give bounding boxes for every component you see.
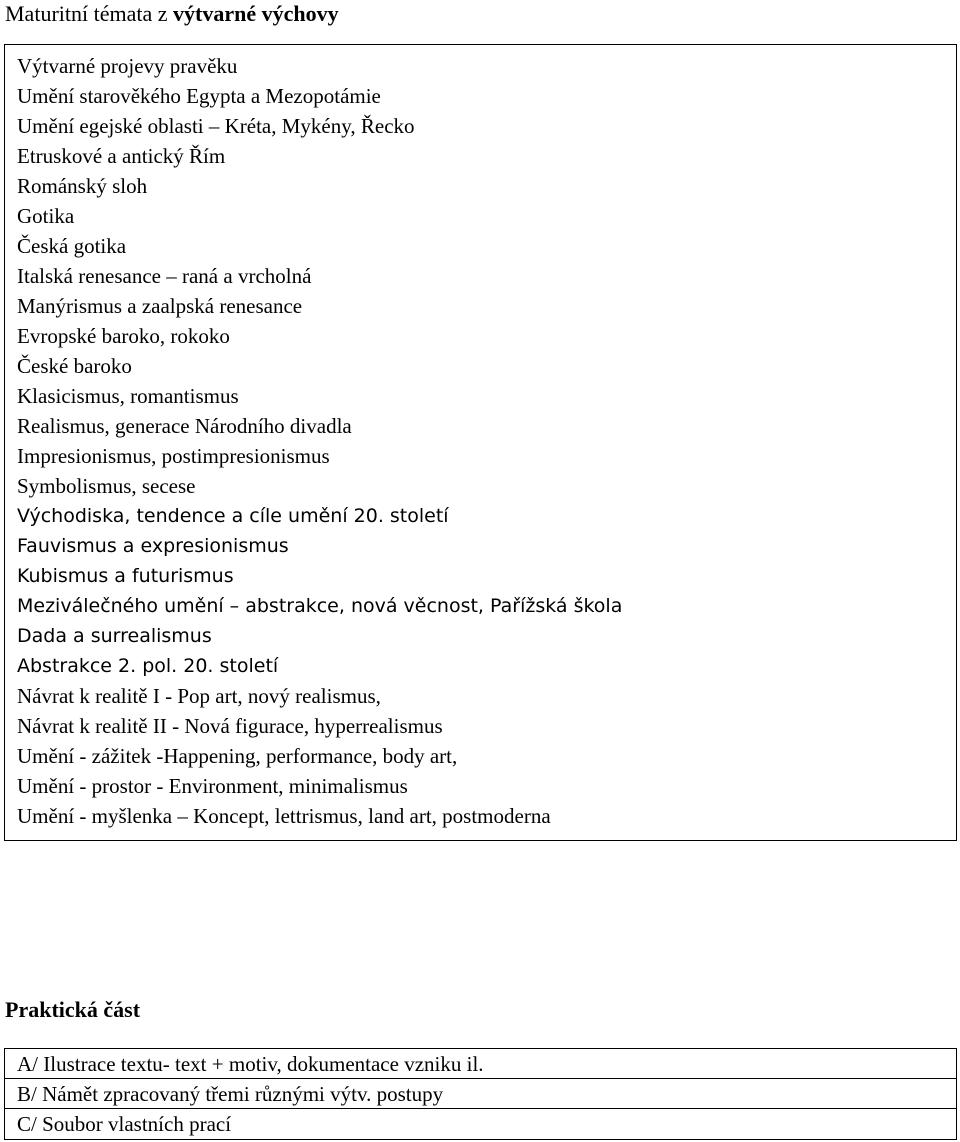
topic-item: Fauvismus a expresionismus bbox=[17, 535, 289, 557]
topic-item: Umění - prostor - Environment, minimalismus bbox=[17, 774, 408, 798]
topic-item: Návrat k realitě I - Pop art, nový realismus, bbox=[17, 684, 381, 708]
page-title-subject: výtvarné výchovy bbox=[173, 1, 339, 26]
practical-heading: Praktická část bbox=[5, 997, 141, 1022]
topic-item: Umění egejské oblasti – Kréta, Mykény, Řecko bbox=[17, 114, 415, 138]
practical-row: A/ Ilustrace textu- text + motiv, dokumentace vzniku il. bbox=[5, 1049, 956, 1079]
topic-item: Umění - zážitek -Happening, performance, body art, bbox=[17, 744, 458, 768]
topic-item: Symbolismus, secese bbox=[17, 474, 196, 498]
page-title bbox=[5, 0, 339, 28]
topic-item: Románský sloh bbox=[17, 174, 148, 198]
topic-item: Manýrismus a zaalpská renesance bbox=[17, 294, 303, 318]
topic-item: Klasicismus, romantismus bbox=[17, 384, 239, 408]
topic-item: Dada a surrealismus bbox=[17, 625, 212, 647]
practical-list bbox=[5, 1049, 956, 1139]
practical-row: C/ Soubor vlastních prací bbox=[17, 1112, 232, 1136]
topic-item: Realismus, generace Národního divadla bbox=[17, 414, 352, 438]
topic-item: Abstrakce 2. pol. 20. století bbox=[17, 655, 279, 677]
topic-item: České baroko bbox=[17, 354, 132, 378]
topics-list bbox=[17, 51, 622, 831]
topic-item: Italská renesance – raná a vrcholná bbox=[17, 264, 312, 288]
page-title-prefix: Maturitní témata z bbox=[5, 1, 173, 26]
topic-item: Impresionismus, postimpresionismus bbox=[17, 444, 330, 468]
topic-item: Etruskové a antický Řím bbox=[17, 144, 226, 168]
topics-table bbox=[4, 44, 957, 841]
topic-item: Umění starověkého Egypta a Mezopotámie bbox=[17, 84, 381, 108]
topic-item: Kubismus a futurismus bbox=[17, 565, 234, 587]
topic-item: Meziválečného umění – abstrakce, nová věcnost, Pařížská škola bbox=[17, 595, 623, 617]
practical-row: B/ Námět zpracovaný třemi různými výtv. postupy bbox=[5, 1079, 956, 1109]
topic-item: Návrat k realitě II - Nová figurace, hyperrealismus bbox=[17, 714, 443, 738]
topic-item: Evropské baroko, rokoko bbox=[17, 324, 230, 348]
topic-item: Výtvarné projevy pravěku bbox=[17, 54, 238, 78]
topic-item: Východiska, tendence a cíle umění 20. století bbox=[17, 505, 449, 527]
topic-item: Gotika bbox=[17, 204, 75, 228]
topic-item: Česká gotika bbox=[17, 234, 127, 258]
topic-item: Umění - myšlenka – Koncept, lettrismus, land art, postmoderna bbox=[17, 804, 551, 828]
practical-table bbox=[4, 1048, 957, 1140]
